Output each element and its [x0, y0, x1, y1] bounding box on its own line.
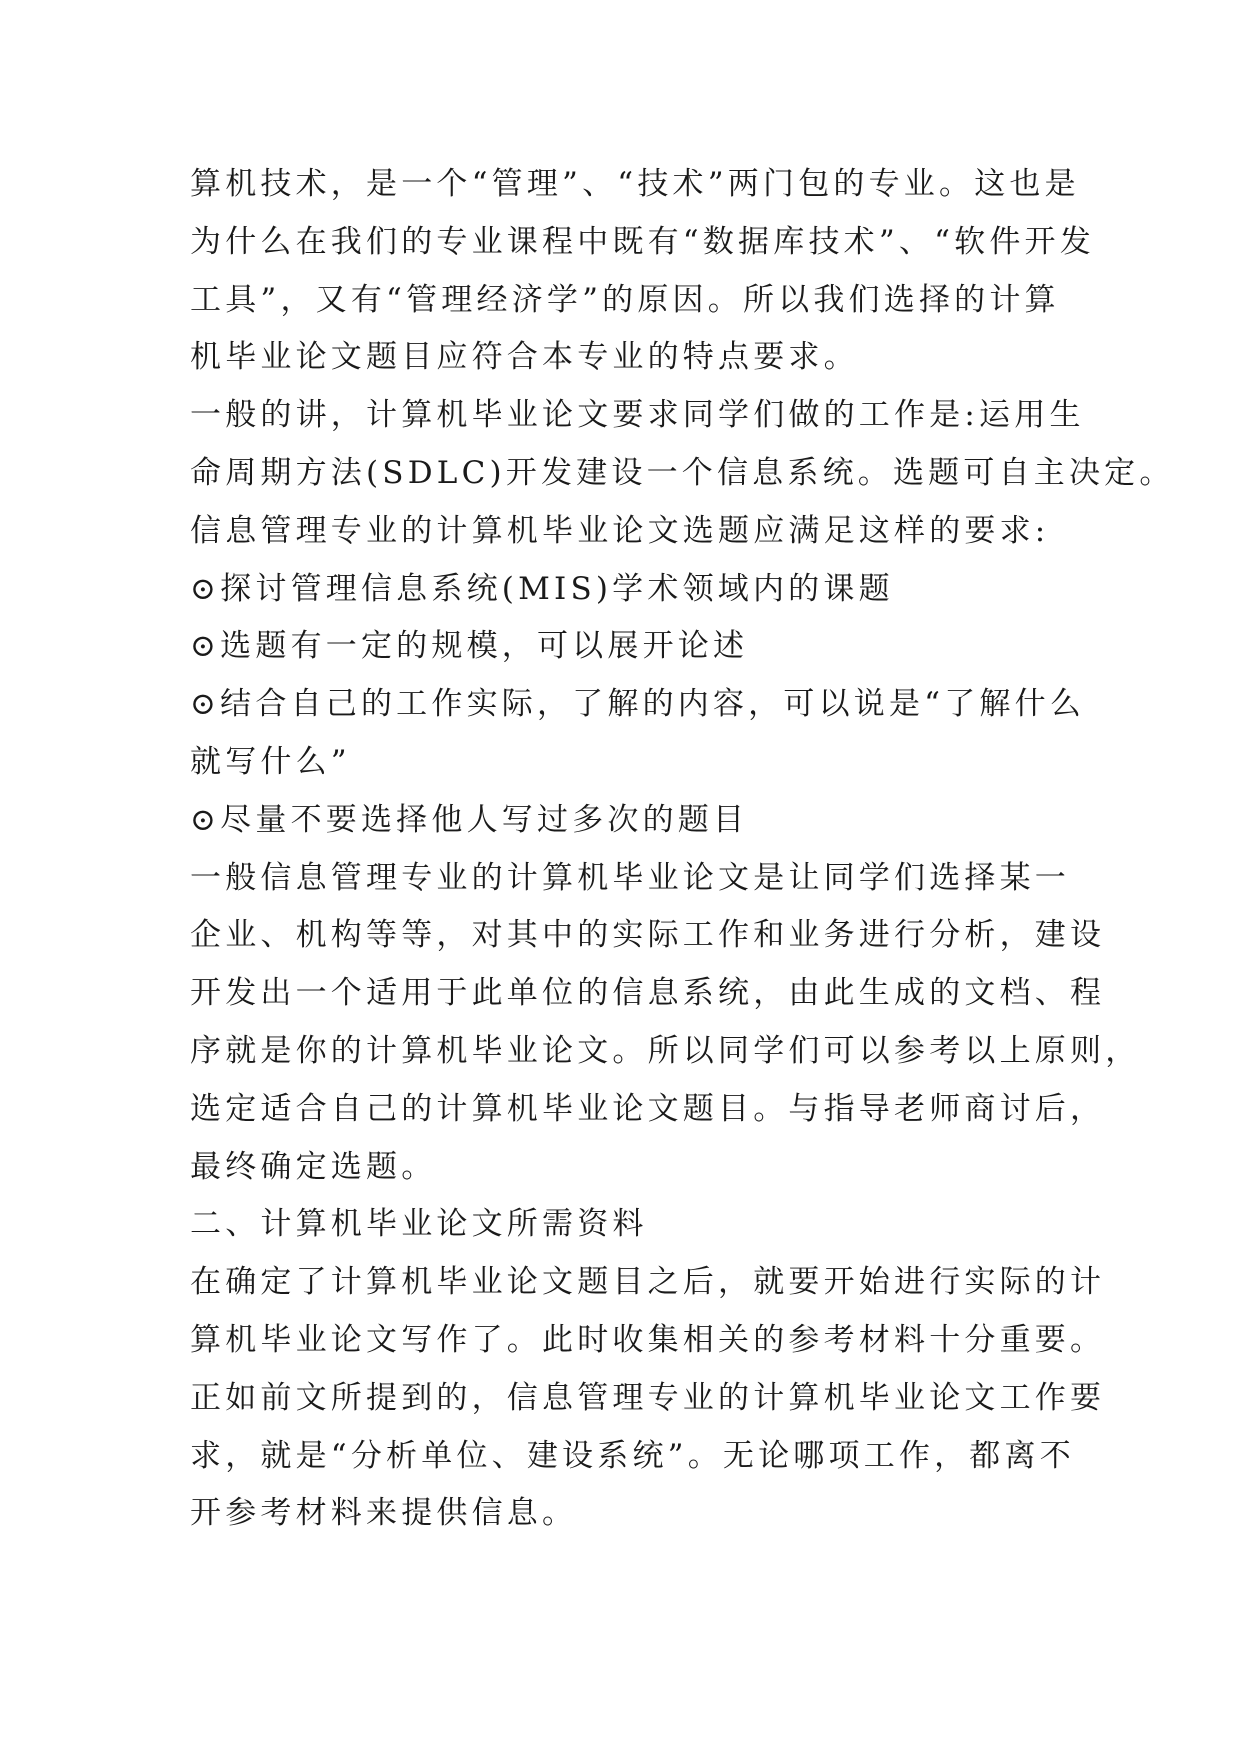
body-text — [190, 156, 1175, 1543]
text-line: 就写什么” — [190, 743, 351, 780]
text-line: 企业、机构等等，对其中的实际工作和业务进行分析，建设 — [190, 917, 1106, 954]
text-line: 算机毕业论文写作了。此时收集相关的参考材料十分重要。 — [190, 1321, 1106, 1358]
text-line: 在确定了计算机毕业论文题目之后，就要开始进行实际的计 — [190, 1264, 1106, 1301]
text-line: 序就是你的计算机毕业论文。所以同学们可以参考以上原则， — [190, 1032, 1141, 1069]
text-line: 选定适合自己的计算机毕业论文题目。与指导老师商讨后， — [190, 1090, 1106, 1127]
text-line: 命周期方法(SDLC)开发建设一个信息系统。选题可自主决定。 — [190, 454, 1175, 491]
text-line: 算机技术，是一个“管理”、“技术”两门包的专业。这也是 — [190, 166, 1080, 202]
section-heading: 二、计算机毕业论文所需资料 — [190, 1206, 648, 1243]
text-line: 信息管理专业的计算机毕业论文选题应满足这样的要求: — [190, 512, 1050, 549]
bullet-line: ⊙探讨管理信息系统(MIS)学术领域内的课题 — [190, 570, 894, 607]
text-line: 正如前文所提到的，信息管理专业的计算机毕业论文工作要 — [190, 1379, 1106, 1416]
text-line: 最终确定选题。 — [190, 1148, 437, 1185]
text-line: 开参考材料来提供信息。 — [190, 1495, 578, 1532]
text-line: 工具”，又有“管理经济学”的原因。所以我们选择的计算 — [190, 281, 1060, 318]
bullet-line: ⊙结合自己的工作实际，了解的内容，可以说是“了解什么 — [190, 686, 1086, 723]
text-line: 求，就是“分析单位、建设系统”。无论哪项工作，都离不 — [190, 1437, 1075, 1474]
bullet-line: ⊙尽量不要选择他人写过多次的题目 — [190, 801, 749, 838]
text-line: 开发出一个适用于此单位的信息系统，由此生成的文档、程 — [190, 975, 1106, 1012]
text-line: 机毕业论文题目应符合本专业的特点要求。 — [190, 339, 859, 376]
text-line: 一般的讲，计算机毕业论文要求同学们做的工作是:运用生 — [190, 397, 1085, 434]
bullet-line: ⊙选题有一定的规模，可以展开论述 — [190, 628, 749, 665]
text-line: 一般信息管理专业的计算机毕业论文是让同学们选择某一 — [190, 859, 1070, 896]
text-line: 为什么在我们的专业课程中既有“数据库技术”、“软件开发 — [190, 223, 1095, 260]
